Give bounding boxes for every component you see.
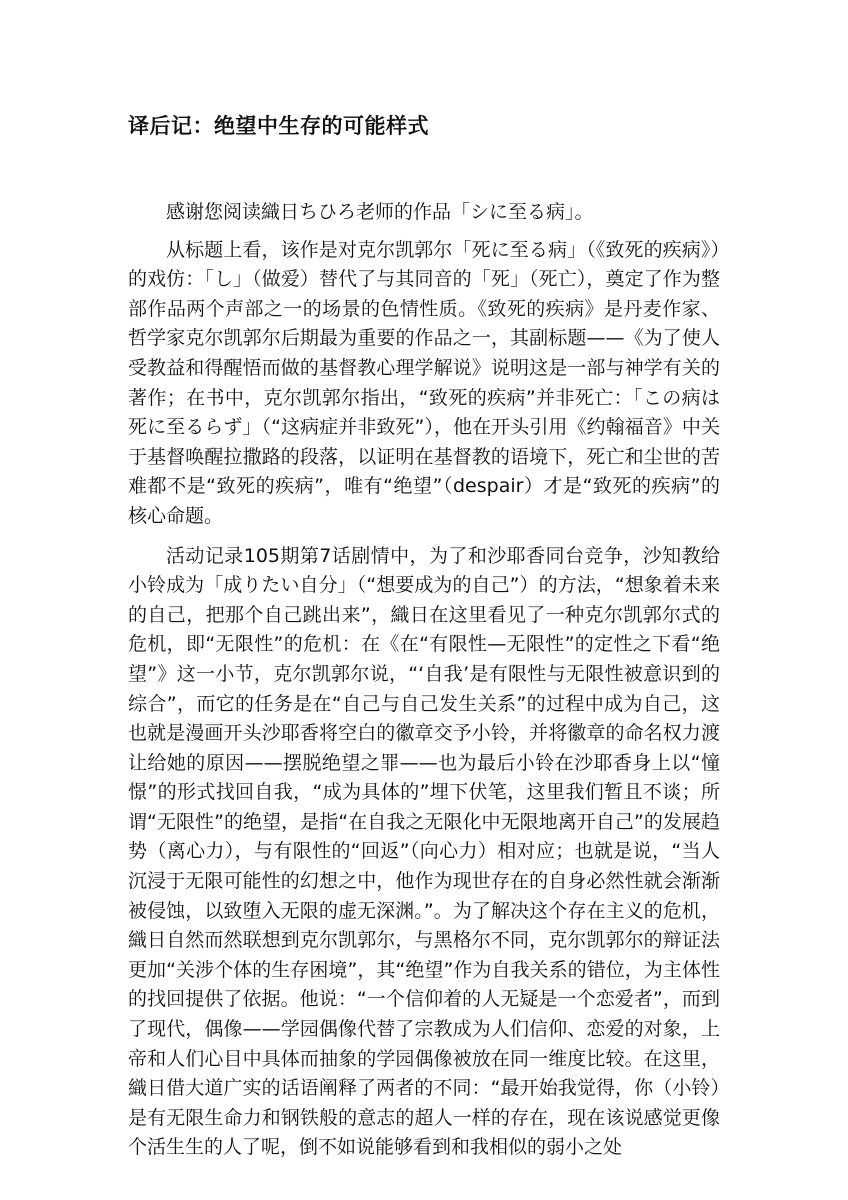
page-title: 译后记：绝望中生存的可能样式	[128, 114, 429, 138]
body-text	[128, 198, 720, 1163]
paragraph-plot-analysis: 活动记录105期第7话剧情中，为了和沙耶香同台竞争，沙知教给小铃成为「成りたい自分」（“想要成为的自己”）的方法，“想象着未来的自己，把那个自己跳出来”，織日在这里看见了一种克尔凯郭尔式的危机，即“无限性”的危机：在《在“有限性—无限性”的定性之下看“绝望”》这一小节，克尔凯郭尔说，“‘自我’是有限性与无限性被意识到的综合”，而它的任务是在“自己与自己发生关系”的过程中成为自己，这也就是漫画开头沙耶香将空白的徽章交予小铃，并将徽章的命名权力渡让给她的原因——摆脱绝望之罪——也为最后小铃在沙耶香身上以“憧憬”的形式找回自我，“成为具体的”埋下伏笔，这里我们暂且不谈；所谓“无限性”的绝望，是指“在自我之无限化中无限地离开自己”的发展趋势（离心力），与有限性的“回返”（向心力）相对应；也就是说，“当人沉浸于无限可能性的幻想之中，他作为现世存在的自身必然性就会渐渐被侵蚀，以致堕入无限的虚无深渊。”。为了解决这个存在主义的危机，織日自然而然联想到克尔凯郭尔，与黑格尔不同，克尔凯郭尔的辩证法更加“关涉个体的生存困境”，其“绝望”作为自我关系的错位，为主体性的找回提供了依据。他说：“一个信仰着的人无疑是一个恋爱者”，而到了现代，偶像——学园偶像代替了宗教成为人们信仰、恋爱的对象，上帝和人们心目中具体而抽象的学园偶像被放在同一维度比较。在这里，織日借大道广实的话语阐释了两者的不同：“最开始我觉得，你（小铃）是有无限生命力和钢铁般的意志的超人一样的存在，现在该说感觉更像个活生生的人了呢，倒不如说能够看到和我相似的弱小之处	[128, 544, 720, 1159]
paragraph-intro: 感谢您阅读織日ちひろ老师的作品「シに至る病」。	[166, 201, 594, 223]
paragraph-title-analysis: 从标题上看，该作是对克尔凯郭尔「死に至る病」（《致死的疾病》）的戏仿：「し」（做爱）替代了与其同音的「死」（死亡），奠定了作为整部作品两个声部之一的场景的色情性质。《致死的疾病》是丹麦作家、哲学家克尔凯郭尔后期最为重要的作品之一，其副标题——《为了使人受教益和得醒悟而做的基督教心理学解说》说明这是一部与神学有关的著作；在书中，克尔凯郭尔指出，“致死的疾病”并非死亡：「この病は死に至るらず」（“这病症并非致死”），他在开头引用《约翰福音》中关于基督唤醒拉撒路的段落，以证明在基督教的语境下，死亡和尘世的苦难都不是“致死的疾病”，唯有“绝望”（despair）才是“致死的疾病”的核心命题。	[128, 238, 720, 527]
